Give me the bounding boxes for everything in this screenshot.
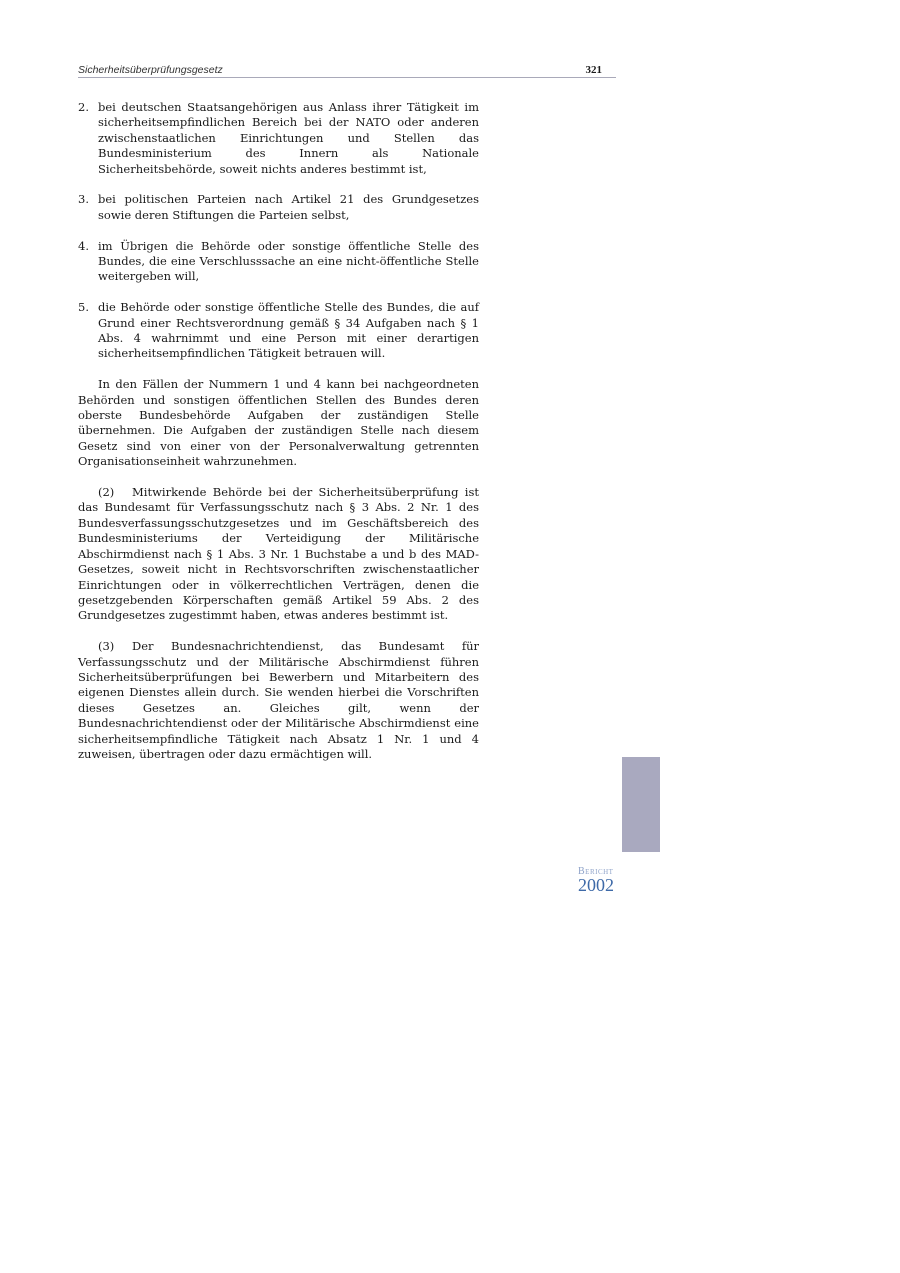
list-item-text: bei politischen Parteien nach Artikel 21 des Grundgesetzes sowie deren Stiftungen die Parteien selbst, — [98, 192, 479, 222]
list-item-number: 3. — [78, 192, 89, 207]
paragraph — [78, 377, 479, 469]
list-item — [78, 300, 479, 362]
running-header-title: Sicherheitsüberprüfungsgesetz — [78, 64, 223, 76]
list-item — [78, 239, 479, 285]
list-item — [78, 192, 479, 223]
running-header — [78, 63, 616, 78]
paragraph-2 — [78, 485, 479, 624]
body-text — [78, 100, 479, 778]
paragraph-text: Der Bundesnachrichtendienst, das Bundesamt für Verfassungsschutz und der Militärische Abschirmdienst führen Sicherheitsüberprüfungen bei Bewerbern und Mitarbeitern des eigenen Dienstes allein durch. Sie wenden hierbei die Vorschriften dieses Gesetzes an. Gleiches gilt, wenn der Bundesnachrichtendienst oder der Militärische Abschirmdienst eine sicherheitsempfindliche Tätigkeit nach Absatz 1 Nr. 1 und 4 zuweisen, übertragen oder dazu ermächtigen will. — [78, 639, 479, 761]
list-item-text: bei deutschen Staatsangehörigen aus Anlass ihrer Tätigkeit im sicherheitsempfindlichen Bereich bei der NATO oder anderen zwischenstaatlichen Einrichtungen und Stellen das Bundesministerium des Innern als Nationale Sicherheitsbehörde, soweit nichts anderes bestimmt ist, — [98, 100, 479, 176]
paragraph-3 — [78, 639, 479, 762]
side-marker-bar — [622, 757, 660, 852]
list-item — [78, 100, 479, 177]
list-item-text: die Behörde oder sonstige öffentliche Stelle des Bundes, die auf Grund einer Rechtsverordnung gemäß § 34 Aufgaben nach § 1 Abs. 4 wahrnimmt und eine Person mit einer derartigen sicherheitsempfindlichen Tätigkeit betrauen will. — [98, 300, 479, 361]
report-logo-word: Bericht — [578, 866, 614, 877]
list-item-number: 2. — [78, 100, 89, 114]
paragraph-label: (2) — [98, 485, 115, 500]
page-number: 321 — [585, 64, 602, 76]
paragraph-label: (3) — [98, 639, 115, 654]
report-logo — [578, 866, 638, 893]
report-logo-year: 2002 — [578, 875, 614, 895]
list-item-text: im Übrigen die Behörde oder sonstige öffentliche Stelle des Bundes, die eine Verschlusssache an eine nicht-öffentliche Stelle weitergeben will, — [98, 238, 479, 284]
list-item-number: 5. — [78, 300, 89, 315]
paragraph-text: Mitwirkende Behörde bei der Sicherheitsüberprüfung ist das Bundesamt für Verfassungsschutz nach § 3 Abs. 2 Nr. 1 des Bundesverfassungsschutzgesetzes und im Geschäftsbereich des Bundesministeriums der Verteidigung der Militärische Abschirmdienst nach § 1 Abs. 3 Nr. 1 Buchstabe a und b des MAD-Gesetzes, soweit nicht in Rechtsvorschriften zwischenstaatlicher Einrichtungen oder in völkerrechtlichen Verträgen, denen die gesetzgebenden Körperschaften gemäß Artikel 59 Abs. 2 des Grundgesetzes zugestimmt haben, etwas anderes bestimmt ist. — [78, 485, 479, 623]
list-item-number: 4. — [78, 238, 89, 253]
paragraph-text: In den Fällen der Nummern 1 und 4 kann bei nachgeordneten Behörden und sonstigen öffentlichen Stellen des Bundes deren oberste Bundesbehörde Aufgaben der zuständigen Stelle übernehmen. Die Aufgaben der zuständigen Stelle nach diesem Gesetz sind von einer von der Personalverwaltung getrennten Organisationseinheit wahrzunehmen. — [78, 377, 479, 469]
